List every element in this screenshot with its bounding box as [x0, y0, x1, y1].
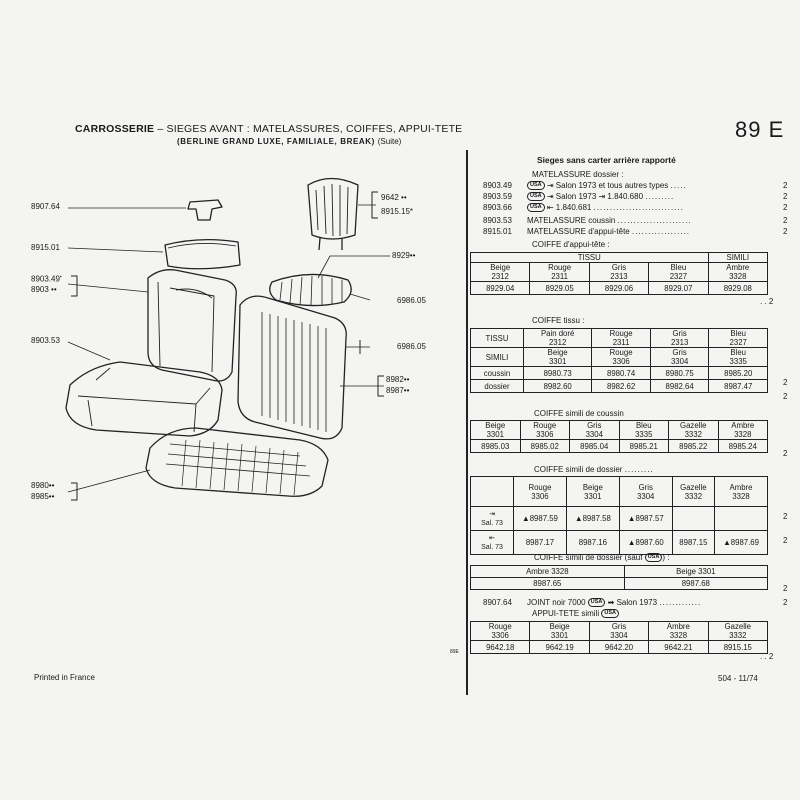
- qty: 2: [783, 181, 788, 190]
- cell: SIMILI: [708, 253, 767, 263]
- cell: dossier: [471, 380, 524, 393]
- label-8903-53: 8903.53: [31, 336, 60, 345]
- label-8982: 8982••: [386, 375, 410, 384]
- title-bold: CARROSSERIE: [75, 123, 155, 135]
- matelassure-title: MATELASSURE dossier :: [532, 170, 624, 179]
- cell: ▲8987.69: [715, 531, 768, 555]
- mat-row-4: 8903.53 MATELASSURE coussin .......................: [483, 216, 692, 225]
- label-8903: 8903 ••: [31, 285, 57, 294]
- cell: Beige 3301: [624, 566, 767, 578]
- label-8907-64: 8907.64: [31, 202, 60, 211]
- cell: 8985.20: [709, 367, 768, 380]
- tissu-table: TISSU Pain doré 2312 Rouge 2311 Gris 2313 Bleu 2327 SIMILI Beige 3301 Rouge 3306 Gris 3304 Bleu 3335 coussin 8980.73 8980.74 8980.75 8985.20 dossier 8982.60 8982.62 8982.64 8987.47: [470, 328, 768, 393]
- cell: 8985.22: [669, 440, 719, 453]
- qty: . . 2: [760, 652, 774, 661]
- cell: [672, 507, 714, 531]
- label-6986-05-b: 6986.05: [397, 342, 426, 351]
- qty: 2: [783, 216, 788, 225]
- cell: 8985.02: [520, 440, 570, 453]
- cell: 8987.47: [709, 380, 768, 393]
- cell: 8985.21: [619, 440, 669, 453]
- label-8980: 8980••: [31, 481, 55, 490]
- sauf-table: [470, 565, 768, 590]
- coiffe-appui-title: COIFFE d'appui-tête :: [532, 240, 610, 249]
- label-9642: 9642 ••: [381, 193, 407, 202]
- qty: 2: [783, 227, 788, 236]
- appui-simili-table: Rouge 3306 Beige 3301 Gris 3304 Ambre 3328 Gazelle 3332 9642.18 9642.19 9642.20 9642.21 8915.15: [470, 621, 768, 654]
- label-8929: 8929••: [392, 251, 416, 260]
- label-8915-01: 8915.01: [31, 243, 60, 252]
- qty: . . 2: [760, 297, 774, 306]
- label-8903-49: 8903.49▪: [31, 274, 62, 284]
- appui-simili-title: APPUI-TETE simili USA: [532, 609, 619, 618]
- label-8985: 8985••: [31, 492, 55, 501]
- cell: Ambre 3328: [471, 566, 625, 578]
- coussin-title: COIFFE simili de coussin: [534, 409, 624, 418]
- cell: 8929.05: [530, 282, 589, 295]
- cell: ▲8987.58: [566, 507, 619, 531]
- qty: 2: [783, 192, 788, 201]
- cell: 8987.65: [471, 578, 625, 590]
- cell: ▲8987.60: [619, 531, 672, 555]
- cell: 8980.73: [524, 367, 592, 380]
- cell: ▲8987.57: [619, 507, 672, 531]
- cell: 8987.17: [514, 531, 567, 555]
- mat-row-3: 8903.66 USA ⇤ 1.840.681 ............................: [483, 203, 684, 212]
- cell: 8929.06: [589, 282, 648, 295]
- cell: [715, 507, 768, 531]
- cell: TISSU: [471, 329, 524, 348]
- cell: 8980.74: [592, 367, 651, 380]
- appui-table: TISSU SIMILI Beige 2312 Rouge 2311 Gris 2313 Bleu 2327 Ambre 3328 8929.04 8929.05 8929.06 8929.07 8929.08: [470, 252, 768, 295]
- page-number: 89 E: [735, 117, 785, 142]
- mat-row-1: 8903.49 USA ⇥ Salon 1973 et tous autres types .....: [483, 181, 687, 190]
- cell: 8985.24: [718, 440, 768, 453]
- cell: 8980.75: [650, 367, 709, 380]
- qty: 2: [783, 512, 788, 521]
- cell: 8982.60: [524, 380, 592, 393]
- cell: TISSU: [471, 253, 709, 263]
- cell: 8987.15: [672, 531, 714, 555]
- label-8987: 8987••: [386, 386, 410, 395]
- cell: 8929.08: [708, 282, 767, 295]
- seat-exploded-diagram: [0, 0, 466, 520]
- subtitle-rest: (Suite): [377, 137, 402, 146]
- cell: 8982.62: [592, 380, 651, 393]
- dossier-sauf-title: COIFFE simili de dossier (sauf USA ) :: [534, 553, 670, 562]
- qty: 2: [783, 449, 788, 458]
- qty: 2: [783, 598, 788, 607]
- cell: ▲8987.59: [514, 507, 567, 531]
- cell: SIMILI: [471, 348, 524, 367]
- qty: 2: [783, 378, 788, 387]
- cell: 9642.19: [530, 641, 589, 654]
- qty: 2: [783, 392, 788, 401]
- cell: 8985.04: [570, 440, 620, 453]
- cell: 9642.21: [649, 641, 708, 654]
- section-heading: Sieges sans carter arrière rapporté: [537, 155, 676, 165]
- cell: 8929.07: [649, 282, 708, 295]
- cell: 8982.64: [650, 380, 709, 393]
- title-rest: – SIEGES AVANT : MATELASSURES, COIFFES, APPUI-TETE: [154, 123, 463, 135]
- small-code: 89E: [450, 649, 459, 655]
- cell: 8915.15: [708, 641, 767, 654]
- printed-in-france: Printed in France: [34, 673, 95, 682]
- mat-row-5: 8915.01 MATELASSURE d'appui-tête ..................: [483, 227, 691, 236]
- qty: 2: [783, 584, 788, 593]
- joint-row: 8907.64 JOINT noir 7000 USA ➡ Salon 1973 .............: [483, 598, 702, 607]
- label-6986-05-a: 6986.05: [397, 296, 426, 305]
- qty: 2: [783, 203, 788, 212]
- cell: 8929.04: [471, 282, 530, 295]
- coussin-table: Beige 3301 Rouge 3306 Gris 3304 Bleu 3335 Gazelle 3332 Ambre 3328 8985.03 8985.02 8985.04 8985.21 8985.22 8985.24: [470, 420, 768, 453]
- dossier-title: COIFFE simili de dossier .........: [534, 465, 654, 474]
- cell: coussin: [471, 367, 524, 380]
- cell: 8987.68: [624, 578, 767, 590]
- subtitle-bold: (BERLINE GRAND LUXE, FAMILIALE, BREAK): [177, 137, 375, 146]
- column-divider: [466, 150, 468, 695]
- mat-row-2: 8903.59 USA ⇥ Salon 1973 ⇥ 1.840.680 .........: [483, 192, 675, 201]
- cell: 9642.18: [471, 641, 530, 654]
- cell: 9642.20: [589, 641, 648, 654]
- dossier-table: Rouge 3306 Beige 3301 Gris 3304 Gazelle 3332 Ambre 3328 ⇥ Sal. 73 ▲8987.59 ▲8987.58 ▲8987.57 ⇤ Sal. 73 8987.17 8987.16 ▲8987.60 8987.15 ▲8987.69: [470, 476, 768, 555]
- label-8915-15: 8915.15*: [381, 207, 414, 216]
- qty: 2: [783, 536, 788, 545]
- page-reference: 504 - 11/74: [718, 674, 758, 683]
- coiffe-tissu-title: COIFFE tissu :: [532, 316, 585, 325]
- cell: 8985.03: [471, 440, 521, 453]
- cell: 8987.16: [566, 531, 619, 555]
